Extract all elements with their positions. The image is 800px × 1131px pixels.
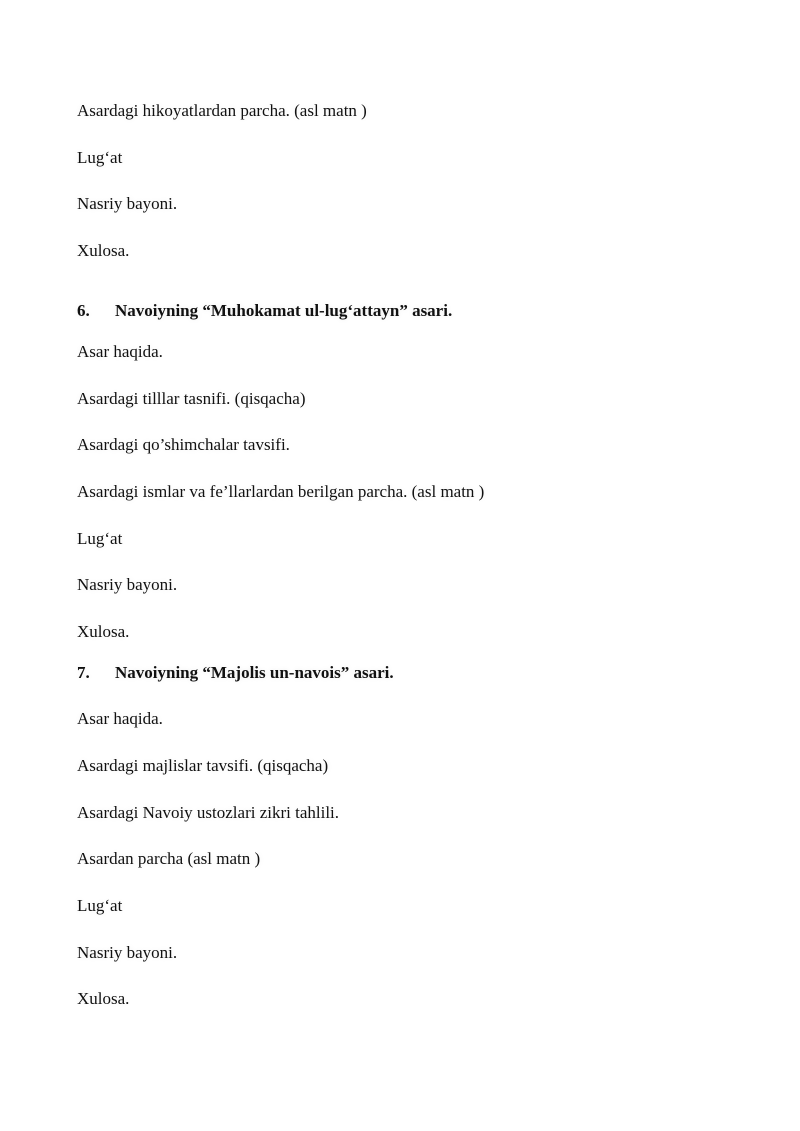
list-item: Nasriy bayoni. (77, 575, 178, 594)
list-item: Asardagi tilllar tasnifi. (qisqacha) (77, 389, 306, 408)
list-item: Xulosa. (77, 989, 130, 1008)
list-item: Asardagi majlislar tavsifi. (qisqacha) (77, 756, 329, 775)
section-title: Navoiyning “Muhokamat ul-lug‘attayn” asari. (115, 301, 453, 320)
list-item: Lug‘at (77, 896, 123, 915)
list-item: Lug‘at (77, 529, 123, 548)
list-item: Xulosa. (77, 622, 130, 641)
list-item: Nasriy bayoni. (77, 194, 178, 213)
list-item: Asardagi hikoyatlardan parcha. (asl matn ) (77, 101, 367, 120)
section-heading-7 (77, 663, 394, 683)
list-item: Asardagi ismlar va fe’llarlardan berilgan parcha. (asl matn ) (77, 482, 485, 501)
list-item: Nasriy bayoni. (77, 943, 178, 962)
section-number: 7. (77, 663, 90, 682)
list-item: Asardan parcha (asl matn ) (77, 849, 261, 868)
list-item: Asardagi qo’shimchalar tavsifi. (77, 435, 290, 454)
list-item: Lug‘at (77, 148, 123, 167)
section-number: 6. (77, 301, 90, 320)
list-item: Asar haqida. (77, 709, 163, 728)
list-item: Asar haqida. (77, 342, 163, 361)
section-title: Navoiyning “Majolis un-navois” asari. (115, 663, 394, 682)
section-heading-6 (77, 301, 452, 321)
list-item: Asardagi Navoiy ustozlari zikri tahlili. (77, 803, 340, 822)
list-item: Xulosa. (77, 241, 130, 260)
